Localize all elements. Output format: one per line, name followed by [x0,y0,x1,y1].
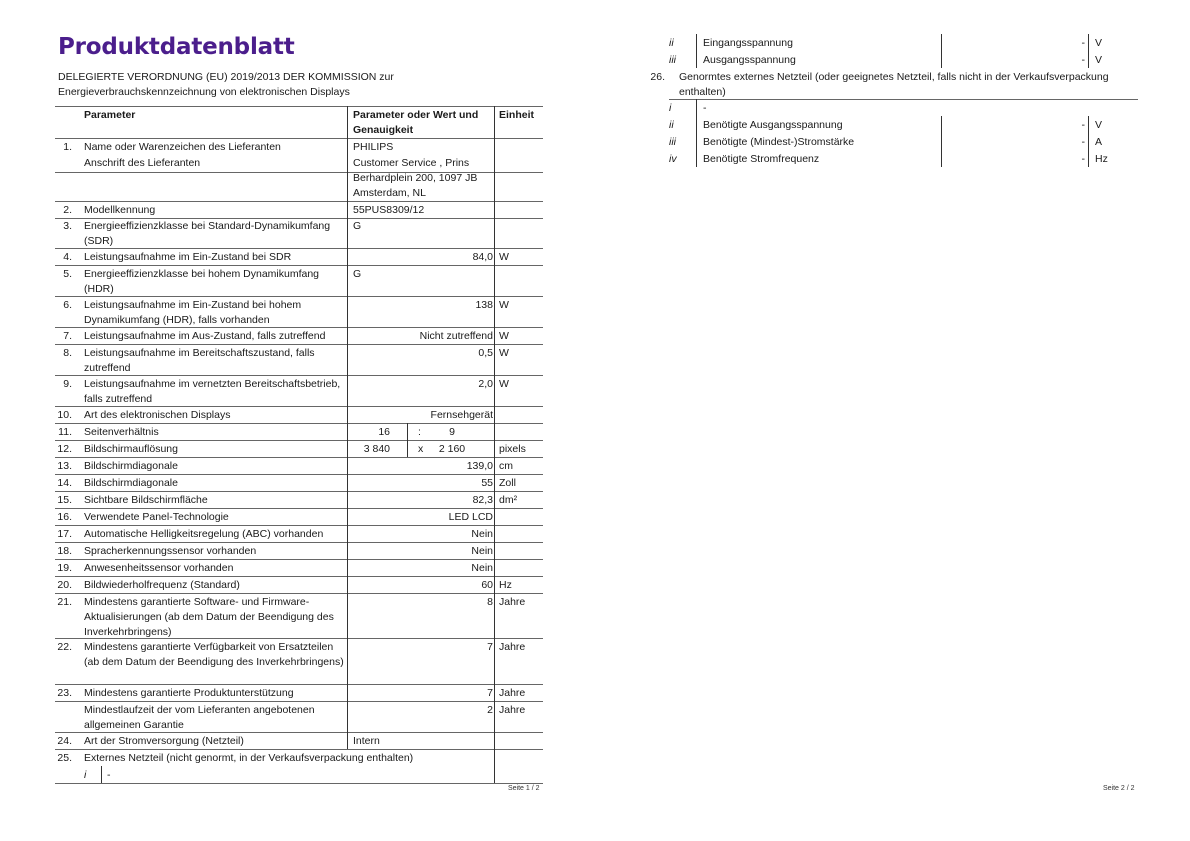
row-label: Bildschirmauflösung [84,443,178,455]
column-rule [941,34,942,68]
row-value: 7 [487,687,493,699]
row-value: 55PUS8309/12 [353,204,425,216]
row-value-a: 3 840 [363,443,390,455]
row-roman: ii [669,119,674,131]
row-value-separator: : [418,426,421,438]
table-row [55,375,543,406]
row-value: 0,5 [478,347,493,359]
row-unit: V [1095,54,1103,66]
table-row [55,154,543,201]
column-rule [696,99,697,116]
row-label: - [703,102,707,114]
row-unit: V [1095,119,1103,131]
row-roman: ii [669,37,674,49]
table-row [645,51,1138,68]
row-value: Nein [471,528,493,540]
row-label: Mindestens garantierte Produktunterstützung [84,687,294,699]
row-number: 9. [63,378,72,390]
row-number: 3. [63,220,72,232]
row-unit: V [1095,37,1103,49]
row-value: 138 [475,299,493,311]
table-row [55,766,543,783]
table-row [55,248,543,265]
row-label: Bildschirmdiagonale [84,477,178,489]
table-row [645,150,1138,167]
document-title: Produktdatenblatt [58,34,295,60]
row-value: PHILIPS [353,141,394,153]
table-row [55,217,543,248]
row-value: Customer Service , Prins Berhardplein 200, 1097 JB Amsterdam, NL [353,157,478,199]
row-value: 60 [481,579,493,591]
row-value: - [1081,136,1085,148]
table-row [55,576,543,593]
row-value: Intern [353,735,380,747]
row-number: 23. [57,687,72,699]
row-value: Fernsehgerät [430,409,493,421]
row-roman: iii [669,54,676,66]
column-rule [1088,116,1089,167]
row-number: 1. [63,141,72,153]
row-unit: W [499,251,509,263]
table-row [645,34,1138,51]
row-label: Leistungsaufnahme im vernetzten Bereitschaftsbetrieb, falls zutreffend [84,378,341,405]
row-unit: Hz [1095,153,1108,165]
row-value-b: 2 160 [438,443,466,455]
table-row [55,749,543,766]
row-unit: cm [499,460,513,472]
row-label: Eingangsspannung [703,37,793,49]
row-unit: A [1095,136,1103,148]
column-rule [941,116,942,167]
row-unit: Jahre [499,641,526,653]
row-roman: iii [669,136,676,148]
row-label: Leistungsaufnahme im Ein-Zustand bei SDR [84,251,292,263]
row-value: - [107,769,111,781]
row-roman: i [669,102,672,114]
row-number: 13. [57,460,72,472]
table-row [55,638,543,684]
row-roman: iv [669,153,677,165]
row-unit: dm² [499,494,518,506]
row-value: 2 [487,704,493,716]
row-roman: i [84,769,87,781]
row-label: Anschrift des Lieferanten [84,157,201,169]
row-value: Nein [471,562,493,574]
table-row [55,732,543,749]
row-value: G [353,268,362,280]
row-label: Leistungsaufnahme im Ein-Zustand bei hohem Dynamikumfang (HDR), falls vorhanden [84,299,302,326]
row-label: Benötigte Stromfrequenz [703,153,820,165]
table-row [55,440,543,457]
table-row [55,296,543,327]
row-number: 15. [57,494,72,506]
row-number: 14. [57,477,72,489]
row-label: Benötigte Ausgangsspannung [703,119,843,131]
table-row [55,684,543,701]
header-parameter: Parameter [84,109,136,121]
row-unit: W [499,347,509,359]
table-row [55,559,543,576]
row-number: 10. [57,409,72,421]
row-value: 84,0 [472,251,493,263]
table-rule [55,783,543,784]
row-value: 55 [481,477,493,489]
row-value: - [1081,153,1085,165]
document-subtitle: DELEGIERTE VERORDNUNG (EU) 2019/2013 DER KOMMISSION zur Energieverbrauchskennzeichnung von elektronischen Displays [58,71,394,98]
header-value: Parameter oder Wert und Genauigkeit [353,109,479,136]
page-footer: Seite 1 / 2 [508,785,540,792]
table-row [55,406,543,423]
row-label: Bildwiederholfrequenz (Standard) [84,579,240,591]
row-label: Bildschirmdiagonale [84,460,178,472]
row-number: 7. [63,330,72,342]
row-number: 2. [63,204,72,216]
row-number: 16. [57,511,72,523]
row-label: Mindestens garantierte Verfügbarkeit von Ersatzteilen (ab dem Datum der Beendigung des Inverkehrbringens) [84,641,344,668]
row-label: Modellkennung [84,204,156,216]
row-value: Nicht zutreffend [419,330,493,342]
row-label: Verwendete Panel-Technologie [84,511,229,523]
row-number: 11. [58,426,72,438]
column-rule [696,116,697,167]
row-label: Automatische Helligkeitsregelung (ABC) vorhanden [84,528,324,540]
row-value-a: 16 [378,426,390,438]
row-unit: Jahre [499,596,526,608]
column-rule [1088,34,1089,68]
column-rule [347,106,348,749]
table-row [55,593,543,638]
row-number: 21. [57,596,72,608]
row-label: Ausgangsspannung [703,54,796,66]
row-label: Sichtbare Bildschirmfläche [84,494,208,506]
row-label: Leistungsaufnahme im Aus-Zustand, falls zutreffend [84,330,326,342]
row-number: 19. [57,562,72,574]
row-unit: W [499,299,509,311]
table-row [55,265,543,296]
row-label: Name oder Warenzeichen des Lieferanten [84,141,281,153]
table-row [645,99,1138,116]
row-number: 20. [57,579,72,591]
row-number: 12. [57,443,72,455]
row-value: 82,3 [472,494,493,506]
table-row [55,491,543,508]
row-number: 5. [63,268,72,280]
table-rule [55,106,543,107]
row-label: Energieeffizienzklasse bei hohem Dynamikumfang (HDR) [84,268,320,295]
row-label: Anwesenheitssensor vorhanden [84,562,234,574]
row-value: - [1081,54,1085,66]
table-row [55,525,543,542]
table-row [55,474,543,491]
row-value: LED LCD [448,511,493,523]
table-row [55,508,543,525]
row-value-separator: x [418,443,424,455]
column-rule [101,766,102,783]
table-row [55,423,543,440]
row-unit: Jahre [499,687,526,699]
row-number: 17. [57,528,72,540]
row-value: 8 [487,596,493,608]
row-value: 2,0 [478,378,493,390]
row-value: 7 [487,641,493,653]
row-label: Mindestlaufzeit der vom Lieferanten angebotenen allgemeinen Garantie [84,704,315,731]
row-number: 6. [63,299,72,311]
row-unit: Jahre [499,704,526,716]
table-row [645,116,1138,133]
row-label: Spracherkennungssensor vorhanden [84,545,257,557]
row-label: Leistungsaufnahme im Bereitschaftszustand, falls zutreffend [84,347,315,374]
row-unit: pixels [499,443,526,455]
column-rule [494,106,495,783]
row-number: 25. [57,752,72,764]
table-row [55,457,543,474]
row-unit: W [499,378,509,390]
row-label: Art der Stromversorgung (Netzteil) [84,735,244,747]
row-number: 24. [57,735,72,747]
row-number: 26. [650,71,665,83]
row-value: 139,0 [466,460,493,472]
row-value: Nein [471,545,493,557]
row-number: 8. [63,347,72,359]
row-unit: Hz [499,579,512,591]
row-value: G [353,220,362,232]
table-row [55,701,543,732]
page-footer: Seite 2 / 2 [1103,785,1135,792]
row-unit: Zoll [499,477,516,489]
row-value-b: 9 [449,426,455,438]
row-label: Seitenverhältnis [84,426,159,438]
row-label: Benötigte (Mindest-)Stromstärke [703,136,855,148]
row-label: Energieeffizienzklasse bei Standard-Dynamikumfang (SDR) [84,220,331,247]
row-number: 4. [63,251,72,263]
header-unit: Einheit [499,109,535,121]
table-row [645,133,1138,150]
column-rule [696,34,697,68]
row-number: 18. [57,545,72,557]
table-row [55,201,543,218]
row-label: Mindestens garantierte Software- und Firmware-Aktualisierungen (ab dem Datum der Beendigung des Inverkehrbringens) [84,596,334,638]
table-row [645,68,1138,99]
row-label: Genormtes externes Netzteil (oder geeignetes Netzteil, falls nicht in der Verkaufsverpackung enthalten) [679,71,1109,98]
row-label: Art des elektronischen Displays [84,409,231,421]
table-header [55,106,543,138]
table-row [55,542,543,559]
row-unit: W [499,330,509,342]
row-number: 22. [57,641,72,653]
table-row [55,344,543,375]
table-row [55,327,543,344]
row-value: - [1081,119,1085,131]
row-value: - [1081,37,1085,49]
row-label: Externes Netzteil (nicht genormt, in der Verkaufsverpackung enthalten) [84,752,414,764]
